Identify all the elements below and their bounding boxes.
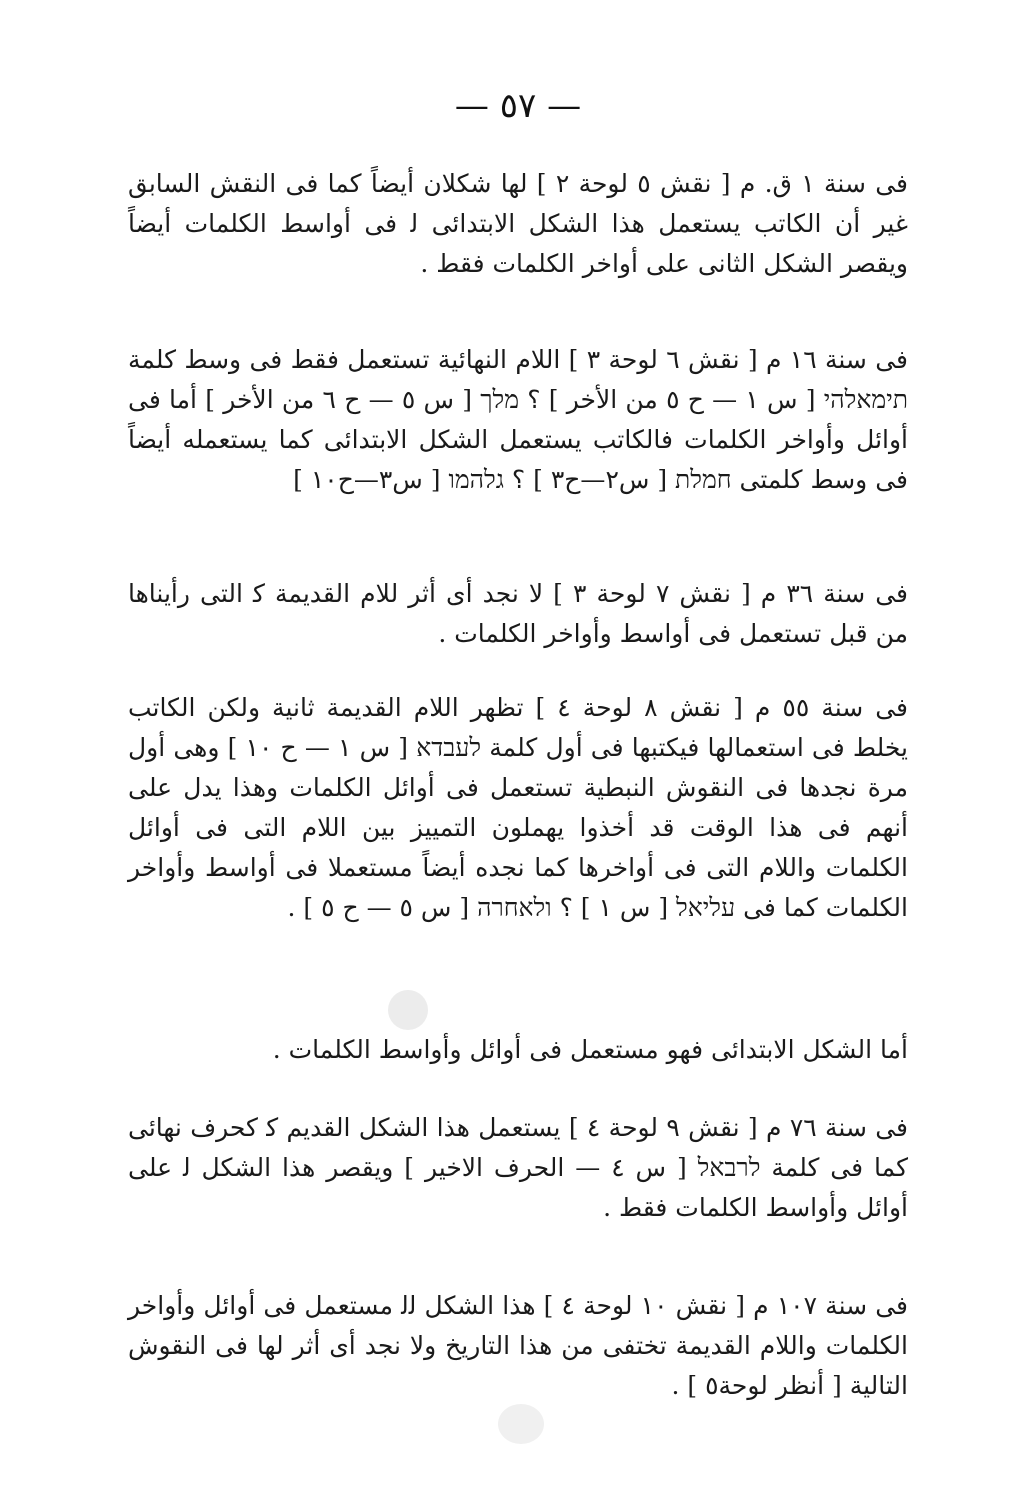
paragraph-2: فى سنة ١٦ م [ نقش ٦ لوحة ٣ ] اللام النهائية تستعمل فقط فى وسط كلمة תימאלהי [ س ١ — ح ٥ من الأخر ] ؟ מלך [ س ٥ — ح ٦ من الأخر ] أما فى أوائل وأواخر الكلمات فالكاتب يستعمل الشكل الابتدائى كما يستعمله أيضاً فى وسط كلمتى חמלת [ س٢—ح٣ ] ؟ גלהמו [ س٣—ح١٠ ] bbox=[128, 345, 909, 494]
paragraph-3: فى سنة ٣٦ م [ نقش ٧ لوحة ٣ ] لا نجد أى أثر للام القديمة ﻛ التى رأيناها من قبل تستعمل فى أواسط وأواخر الكلمات . bbox=[128, 579, 908, 648]
page-number: — ٥٧ — bbox=[454, 86, 582, 126]
paragraph-6: فى سنة ٧٦ م [ نقش ٩ لوحة ٤ ] يستعمل هذا الشكل القديم ﻛ كحرف نهائى كما فى كلمة לרבאל [ س ٤ — الحرف الاخير ] ويقصر هذا الشكل ﻟ على أوائل وأواسط الكلمات فقط . bbox=[128, 1113, 908, 1222]
scan-smudge bbox=[498, 1404, 544, 1444]
paragraph-7: فى سنة ١٠٧ م [ نقش ١٠ لوحة ٤ ] هذا الشكل ﻟﻟ مستعمل فى أوائل وأواخر الكلمات واللام القديمة تختفى من هذا التاريخ ولا نجد أى أثر لها فى النقوش التالية [ أنظر لوحة٥ ] . bbox=[128, 1291, 908, 1400]
paragraph-5: أما الشكل الابتدائى فهو مستعمل فى أوائل وأواسط الكلمات . bbox=[272, 1035, 908, 1064]
scan-smudge bbox=[388, 990, 428, 1030]
paragraph-1: فى سنة ١ ق. م [ نقش ٥ لوحة ٢ ] لها شكلان أيضاً كما فى النقش السابق غير أن الكاتب يستعمل هذا الشكل الابتدائى ﻟ فى أواسط الكلمات أيضاً ويقصر الشكل الثانى على أواخر الكلمات فقط . bbox=[128, 169, 908, 278]
paragraph-4: فى سنة ٥٥ م [ نقش ٨ لوحة ٤ ] تظهر اللام القديمة ثانية ولكن الكاتب يخلط فى استعمالها فيكتبها فى أول كلمة לעבדא [ س ١ — ح ١٠ ] وهى أول مرة نجدها فى النقوش النبطية تستعمل فى أوائل الكلمات وهذا يدل على أنهم فى هذا الوقت قد أخذوا يهملون التمييز بين اللام التى فى أوائل الكلمات واللام التى فى أواخرها كما نجده أيضاً مستعملا فى أواسط وأواخر الكلمات كما فى עליאל [ س ١ ] ؟ ולאחרה [ س ٥ — ح ٥ ] . bbox=[128, 693, 908, 922]
